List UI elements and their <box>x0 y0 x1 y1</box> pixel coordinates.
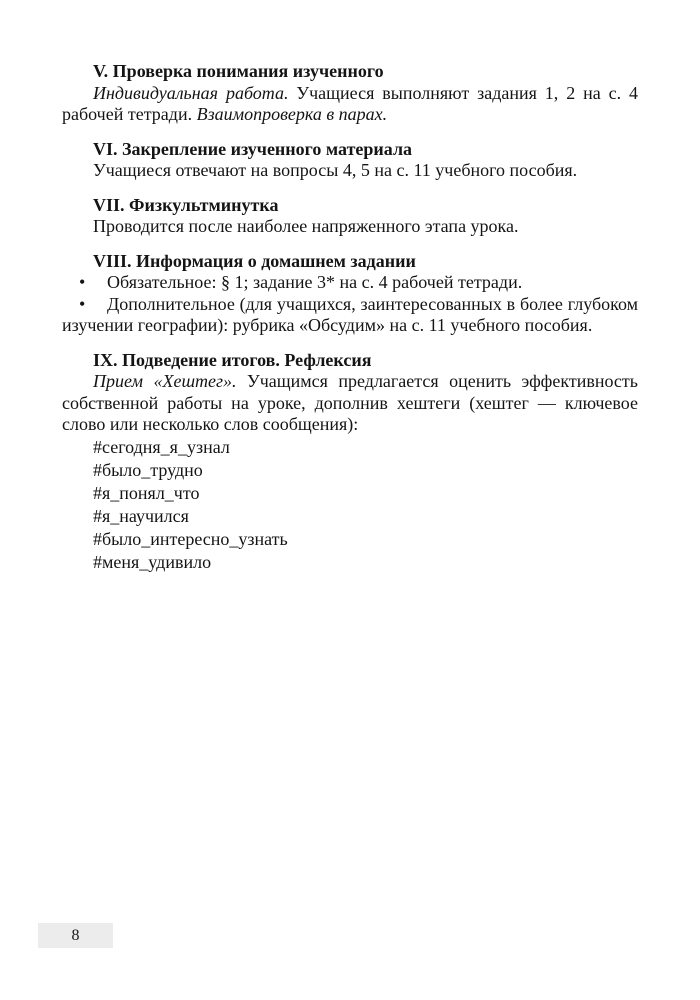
page-number-box <box>38 923 113 948</box>
homework-optional-item: • Дополнительное (для учащихся, заинтересованных в более глубоком изучении географии): рубрика «Обсудим» на с. 11 учебного пособия. <box>62 293 638 335</box>
page-number: 8 <box>71 926 80 944</box>
hashtag-item: #меня_удивило <box>93 551 212 572</box>
homework-required-item: • Обязательное: § 1; задание 3* на с. 4 рабочей тетради. <box>79 272 523 292</box>
hashtag-item: #было_интересно_узнать <box>93 528 288 549</box>
section-vi-paragraph: Учащиеся отвечают на вопросы 4, 5 на с. 11 учебного пособия. <box>93 160 578 180</box>
lesson-plan-content <box>62 61 638 574</box>
hashtag-item: #я_научился <box>93 505 189 526</box>
section-heading-vii: VII. Физкультминутка <box>93 194 279 215</box>
hashtag-technique-italic-run: Прием «Хештег». <box>93 371 237 391</box>
text-run: Учащиеся выполняют задания 1, 2 на с. 4 рабочей тетради. <box>62 82 638 124</box>
section-ix-paragraph <box>62 371 638 436</box>
bullet-text: Обязательное: § 1; задание 3* на с. 4 рабочей тетради. <box>107 272 523 292</box>
section-vii-paragraph: Проводится после наиболее напряженного этапа урока. <box>93 216 519 236</box>
text-run: Учащимся предлагается оценить эффективность собственной работы на уроке, дополнив хештеги (хештег — ключевое слово или несколько слов сообщения): <box>62 371 638 434</box>
hashtag-item: #было_трудно <box>93 459 203 480</box>
section-heading-ix: IX. Подведение итогов. Рефлексия <box>93 349 372 370</box>
hashtag-item: #сегодня_я_узнал <box>93 436 230 457</box>
hashtag-item: #я_понял_что <box>93 482 200 503</box>
section-heading-vi: VI. Закрепление изученного материала <box>93 138 413 159</box>
hashtag-list <box>62 436 638 574</box>
bullet-text: Дополнительное (для учащихся, заинтересованных в более глубоком изучении географии): рубрика «Обсудим» на с. 11 учебного пособия. <box>62 293 638 335</box>
individual-work-italic-run: Индивидуальная работа. <box>93 82 289 103</box>
section-heading-viii: VIII. Информация о домашнем задании <box>93 250 416 271</box>
peer-check-italic-run: Взаимопроверка в парах. <box>196 104 388 124</box>
section-v-paragraph <box>62 83 638 126</box>
section-heading-v: V. Проверка понимания изученного <box>93 61 384 81</box>
